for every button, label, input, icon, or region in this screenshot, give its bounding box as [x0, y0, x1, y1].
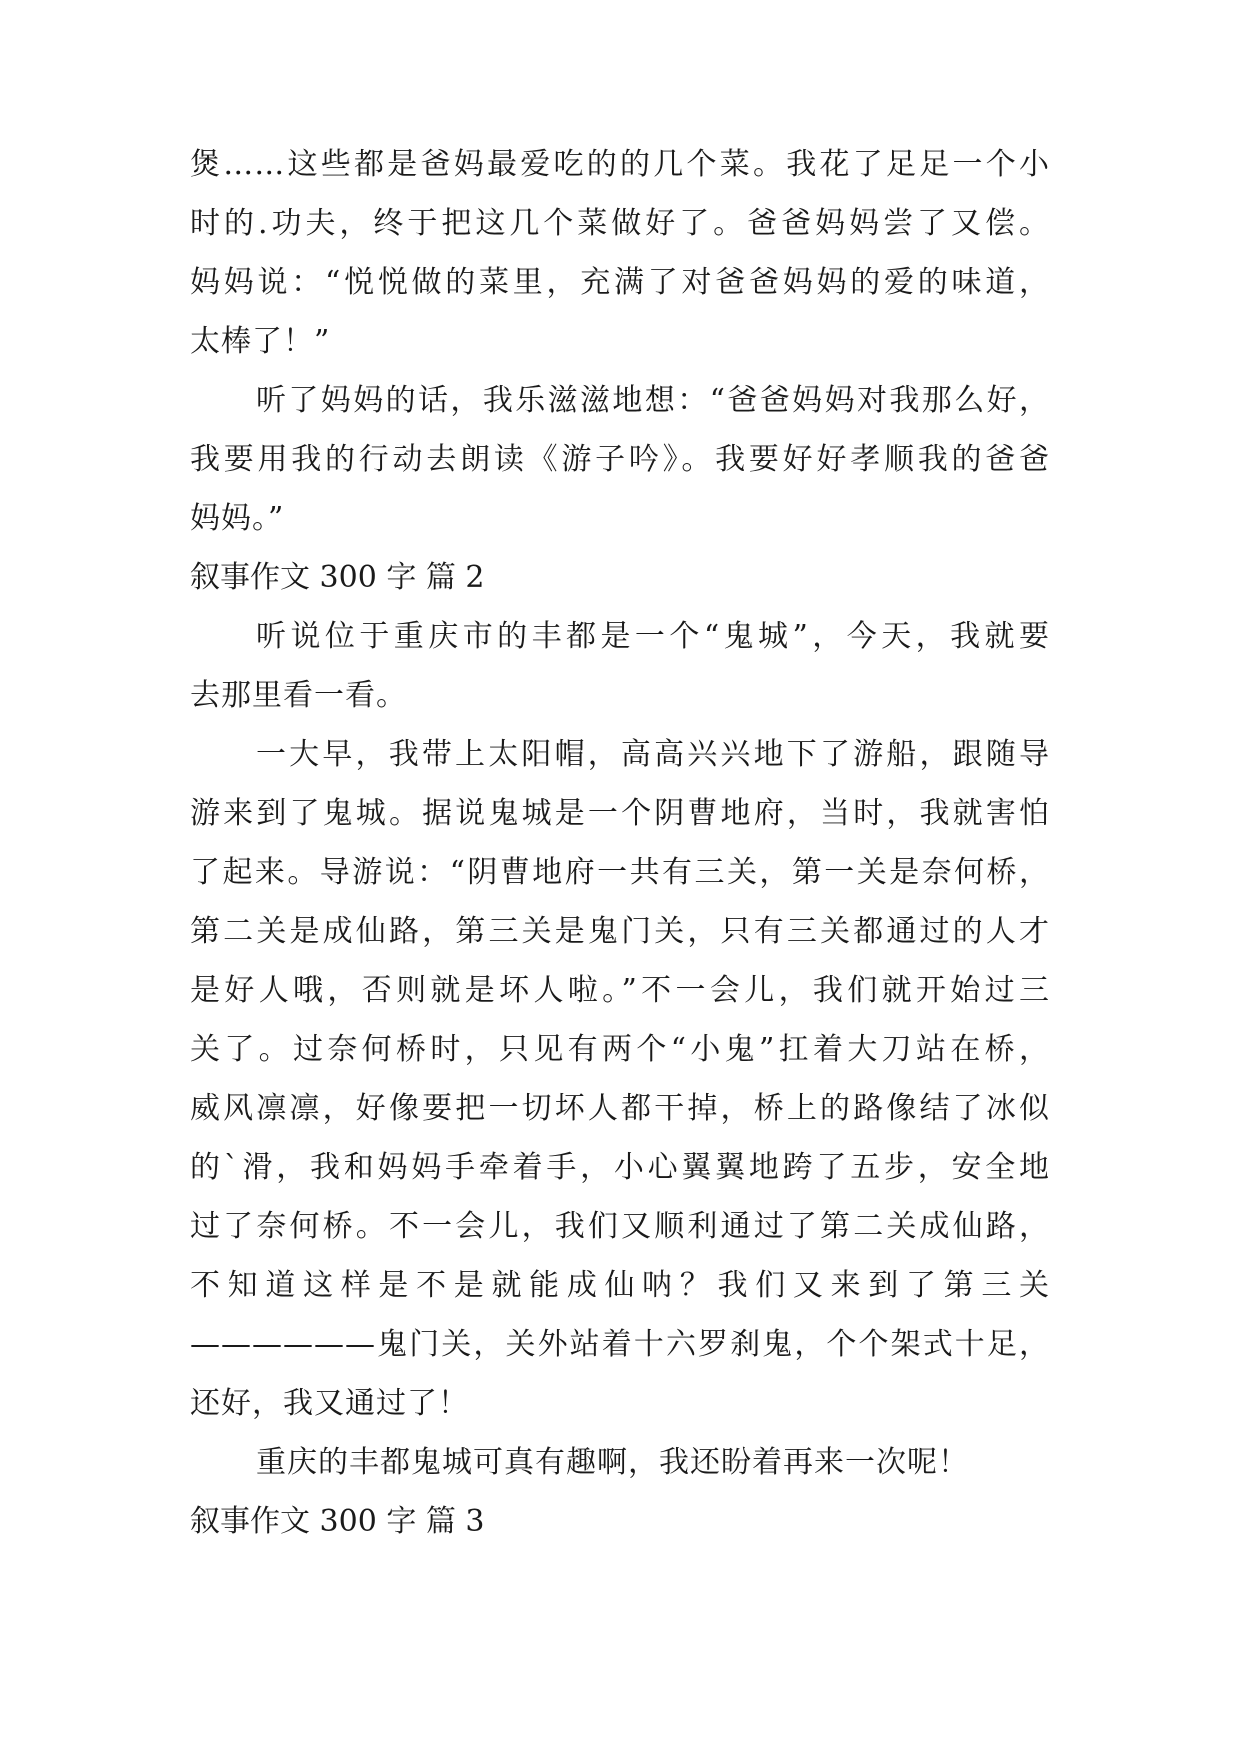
paragraph-first-line: 一大早，我带上太阳帽，高高兴兴地下了游船，跟随导	[256, 737, 1050, 772]
text-line: 还好，我又通过了！	[190, 1386, 469, 1421]
text-line: 时的.功夫，终于把这几个菜做好了。爸爸妈妈尝了又偿。	[190, 206, 1050, 241]
section-heading: 叙事作文 300 字 篇 3	[190, 1504, 485, 1539]
text-line: 妈妈说：“悦悦做的菜里，充满了对爸爸妈妈的爱的味道，	[190, 265, 1050, 300]
text-line: 妈妈。”	[190, 501, 285, 536]
paragraph-first-line: 听说位于重庆市的丰都是一个“鬼城”，今天，我就要	[256, 619, 1050, 654]
text-line: 我要用我的行动去朗读《游子吟》。我要好好孝顺我的爸爸	[190, 442, 1050, 477]
text-line: 煲……这些都是爸妈最爱吃的的几个菜。我花了足足一个小	[190, 147, 1050, 182]
text-line: 太棒了！”	[190, 324, 331, 359]
text-line: 了起来。导游说：“阴曹地府一共有三关，第一关是奈何桥，	[190, 855, 1050, 890]
text-line: 不知道这样是不是就能成仙呐？我们又来到了第三关	[190, 1268, 1050, 1303]
text-line: 过了奈何桥。不一会儿，我们又顺利通过了第二关成仙路，	[190, 1209, 1050, 1244]
text-line: 是好人哦，否则就是坏人啦。”不一会儿，我们就开始过三	[190, 973, 1050, 1008]
paragraph-first-line: 重庆的丰都鬼城可真有趣啊，我还盼着再来一次呢！	[256, 1445, 969, 1480]
text-line: 去那里看一看。	[190, 678, 407, 713]
text-line: ——————鬼门关，关外站着十六罗刹鬼，个个架式十足，	[190, 1327, 1050, 1362]
text-line: 的`滑，我和妈妈手牵着手，小心翼翼地跨了五步，安全地	[190, 1150, 1050, 1185]
text-line: 第二关是成仙路，第三关是鬼门关，只有三关都通过的人才	[190, 914, 1050, 949]
text-line: 游来到了鬼城。据说鬼城是一个阴曹地府，当时，我就害怕	[190, 796, 1050, 831]
text-line: 威风凛凛，好像要把一切坏人都干掉，桥上的路像结了冰似	[190, 1091, 1050, 1126]
text-line: 关了。过奈何桥时，只见有两个“小鬼”扛着大刀站在桥，	[190, 1032, 1050, 1067]
section-heading: 叙事作文 300 字 篇 2	[190, 560, 485, 595]
paragraph-first-line: 听了妈妈的话，我乐滋滋地想：“爸爸妈妈对我那么好，	[256, 383, 1050, 418]
